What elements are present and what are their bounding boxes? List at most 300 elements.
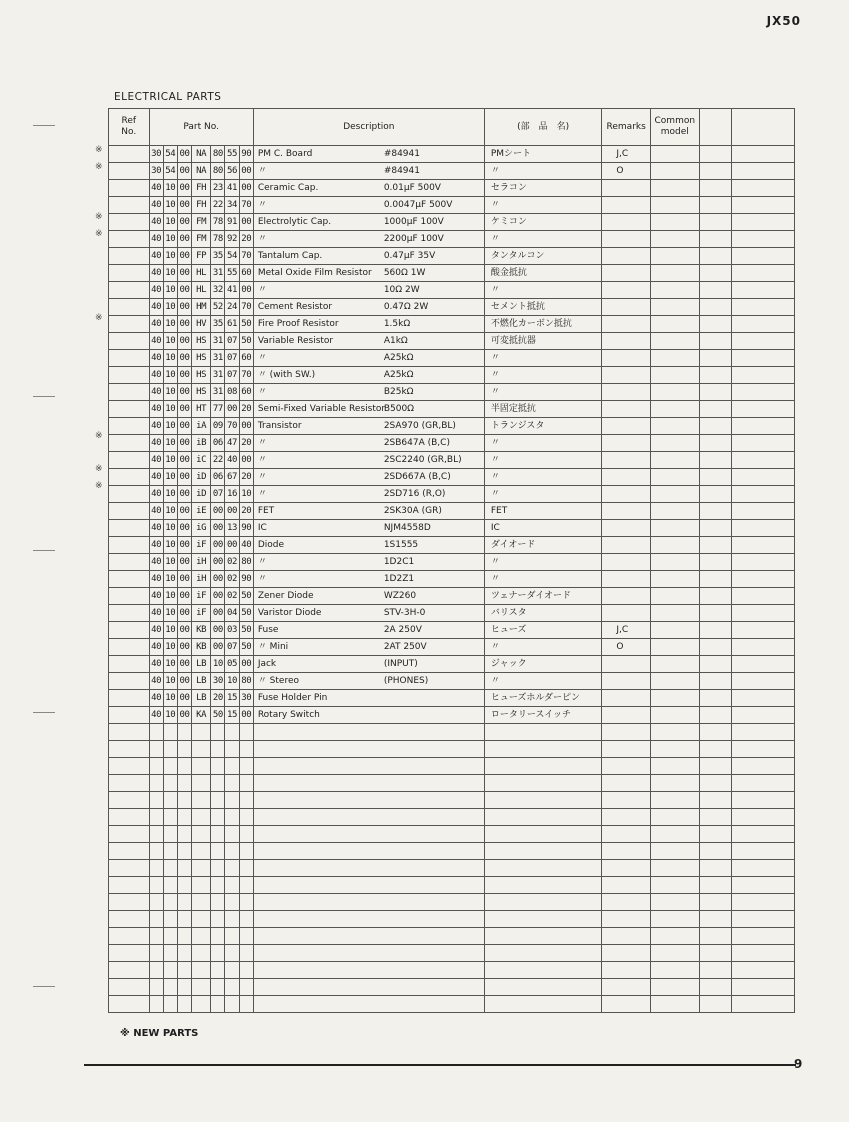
blank-cell bbox=[699, 775, 731, 792]
remarks-cell bbox=[602, 401, 651, 418]
blank-cell bbox=[732, 214, 795, 231]
part-no-segment bbox=[239, 860, 253, 877]
description-cell bbox=[253, 214, 484, 231]
description-name: 〃 Mini bbox=[257, 642, 289, 652]
part-no-segment: 40 bbox=[149, 622, 163, 639]
ref-no-cell bbox=[109, 486, 150, 503]
description-spec: (INPUT) bbox=[383, 659, 418, 669]
common-model-cell bbox=[650, 418, 699, 435]
japanese-name-cell bbox=[484, 792, 602, 809]
common-model-cell bbox=[650, 469, 699, 486]
common-model-cell bbox=[650, 350, 699, 367]
part-no-segment bbox=[225, 911, 239, 928]
electrical-parts-table bbox=[108, 108, 795, 1013]
remarks-cell: O bbox=[602, 163, 651, 180]
part-no-segment: 00 bbox=[211, 571, 225, 588]
part-no-segment: NA bbox=[192, 146, 211, 163]
table-row bbox=[109, 146, 795, 163]
part-no-segment bbox=[225, 962, 239, 979]
part-no-segment: 00 bbox=[177, 656, 191, 673]
remarks-cell bbox=[602, 350, 651, 367]
table-row bbox=[109, 554, 795, 571]
description-spec: 2AT 250V bbox=[383, 642, 427, 652]
description-name: IC bbox=[257, 523, 267, 533]
part-no-segment: 34 bbox=[225, 197, 239, 214]
japanese-name-cell: 〃 bbox=[484, 469, 602, 486]
part-no-segment: 40 bbox=[149, 537, 163, 554]
part-no-segment bbox=[163, 928, 177, 945]
description-name: Fuse bbox=[257, 625, 279, 635]
part-no-segment bbox=[211, 894, 225, 911]
part-no-segment: 55 bbox=[225, 265, 239, 282]
part-no-segment bbox=[225, 758, 239, 775]
part-no-segment: 78 bbox=[211, 231, 225, 248]
japanese-name-cell bbox=[484, 945, 602, 962]
blank-cell bbox=[732, 486, 795, 503]
japanese-name-cell: IC bbox=[484, 520, 602, 537]
blank-cell bbox=[732, 996, 795, 1013]
japanese-name-cell: 半固定抵抗 bbox=[484, 401, 602, 418]
table-row bbox=[109, 860, 795, 877]
section-title: ELECTRICAL PARTS bbox=[114, 91, 222, 103]
table-row bbox=[109, 197, 795, 214]
part-no-segment: 31 bbox=[211, 350, 225, 367]
part-no-segment: 00 bbox=[177, 146, 191, 163]
ref-no-cell bbox=[109, 350, 150, 367]
part-no-segment: 00 bbox=[211, 639, 225, 656]
part-no-segment: 40 bbox=[149, 316, 163, 333]
ref-no-cell bbox=[109, 775, 150, 792]
common-model-cell bbox=[650, 333, 699, 350]
part-no-segment bbox=[149, 775, 163, 792]
table-row bbox=[109, 775, 795, 792]
model-label: JX50 bbox=[766, 14, 801, 28]
part-no-segment bbox=[211, 979, 225, 996]
part-no-segment: 10 bbox=[163, 452, 177, 469]
description-spec: 2SA970 (GR,BL) bbox=[383, 421, 456, 431]
part-no-segment: 77 bbox=[211, 401, 225, 418]
part-no-segment: 10 bbox=[163, 265, 177, 282]
part-no-segment bbox=[192, 860, 211, 877]
part-no-segment: 40 bbox=[149, 707, 163, 724]
description-spec: 2SB647A (B,C) bbox=[383, 438, 450, 448]
ref-no-cell bbox=[109, 656, 150, 673]
common-model-cell bbox=[650, 299, 699, 316]
blank-cell bbox=[732, 639, 795, 656]
remarks-cell bbox=[602, 486, 651, 503]
new-part-star: ※ bbox=[95, 161, 103, 172]
part-no-segment bbox=[211, 945, 225, 962]
description-name: 〃 bbox=[257, 387, 267, 397]
japanese-name-cell: 〃 bbox=[484, 367, 602, 384]
part-no-segment: HM bbox=[192, 299, 211, 316]
part-no-segment: 00 bbox=[239, 180, 253, 197]
description-name: 〃 bbox=[257, 285, 267, 295]
remarks-cell bbox=[602, 520, 651, 537]
blank-cell bbox=[699, 282, 731, 299]
part-no-segment: LB bbox=[192, 656, 211, 673]
part-no-segment: iE bbox=[192, 503, 211, 520]
common-model-cell bbox=[650, 945, 699, 962]
description-name: Variable Resistor bbox=[257, 336, 334, 346]
ref-no-cell bbox=[109, 469, 150, 486]
common-model-cell bbox=[650, 452, 699, 469]
part-no-segment: 60 bbox=[239, 350, 253, 367]
table-row bbox=[109, 996, 795, 1013]
part-no-segment: 50 bbox=[239, 333, 253, 350]
remarks-cell bbox=[602, 554, 651, 571]
part-no-segment: 35 bbox=[211, 316, 225, 333]
blank-cell bbox=[732, 537, 795, 554]
part-no-segment: 00 bbox=[177, 537, 191, 554]
remarks-cell bbox=[602, 860, 651, 877]
col-ref-no: Ref No. bbox=[109, 109, 150, 146]
blank-cell bbox=[732, 469, 795, 486]
part-no-segment: 00 bbox=[239, 418, 253, 435]
page-number: 9 bbox=[794, 1057, 803, 1071]
blank-cell bbox=[699, 860, 731, 877]
part-no-segment: 55 bbox=[225, 146, 239, 163]
part-no-segment: HS bbox=[192, 333, 211, 350]
part-no-segment: 78 bbox=[211, 214, 225, 231]
part-no-segment: 00 bbox=[239, 163, 253, 180]
part-no-segment bbox=[192, 809, 211, 826]
table-row bbox=[109, 537, 795, 554]
part-no-segment bbox=[163, 911, 177, 928]
part-no-segment: 00 bbox=[177, 163, 191, 180]
part-no-segment: 40 bbox=[149, 333, 163, 350]
blank-cell bbox=[732, 350, 795, 367]
common-model-cell bbox=[650, 282, 699, 299]
blank-cell bbox=[699, 622, 731, 639]
part-no-segment: 40 bbox=[149, 452, 163, 469]
remarks-cell bbox=[602, 452, 651, 469]
part-no-segment: 10 bbox=[163, 384, 177, 401]
part-no-segment: iF bbox=[192, 537, 211, 554]
description-cell bbox=[253, 826, 484, 843]
common-model-cell bbox=[650, 248, 699, 265]
ref-no-cell bbox=[109, 299, 150, 316]
japanese-name-cell: 酸金抵抗 bbox=[484, 265, 602, 282]
part-no-segment: 40 bbox=[149, 639, 163, 656]
common-model-cell bbox=[650, 622, 699, 639]
common-model-cell bbox=[650, 775, 699, 792]
blank-cell bbox=[732, 384, 795, 401]
part-no-segment bbox=[192, 843, 211, 860]
part-no-segment: HT bbox=[192, 401, 211, 418]
table-row bbox=[109, 265, 795, 282]
part-no-segment: 50 bbox=[239, 605, 253, 622]
part-no-segment bbox=[192, 792, 211, 809]
remarks-cell bbox=[602, 775, 651, 792]
japanese-name-cell: タンタルコン bbox=[484, 248, 602, 265]
part-no-segment bbox=[163, 860, 177, 877]
part-no-segment bbox=[177, 809, 191, 826]
part-no-segment: 10 bbox=[163, 316, 177, 333]
table-row bbox=[109, 673, 795, 690]
blank-cell bbox=[699, 418, 731, 435]
part-no-segment: 10 bbox=[163, 231, 177, 248]
remarks-cell bbox=[602, 690, 651, 707]
part-no-segment bbox=[211, 792, 225, 809]
table-row bbox=[109, 248, 795, 265]
part-no-segment: 10 bbox=[163, 554, 177, 571]
binder-hole-mark bbox=[33, 396, 55, 397]
description-name: 〃 bbox=[257, 472, 267, 482]
part-no-segment bbox=[211, 911, 225, 928]
description-spec: 1S1555 bbox=[383, 540, 419, 550]
ref-no-cell bbox=[109, 707, 150, 724]
blank-cell bbox=[699, 673, 731, 690]
part-no-segment: 02 bbox=[225, 588, 239, 605]
ref-no-cell bbox=[109, 843, 150, 860]
part-no-segment: 13 bbox=[225, 520, 239, 537]
table-row bbox=[109, 605, 795, 622]
part-no-segment bbox=[163, 724, 177, 741]
ref-no-cell bbox=[109, 418, 150, 435]
part-no-segment bbox=[192, 911, 211, 928]
part-no-segment: iD bbox=[192, 469, 211, 486]
blank-cell bbox=[699, 231, 731, 248]
part-no-segment: 30 bbox=[239, 690, 253, 707]
part-no-segment: 80 bbox=[239, 673, 253, 690]
blank-cell bbox=[699, 520, 731, 537]
common-model-cell bbox=[650, 962, 699, 979]
blank-cell bbox=[699, 384, 731, 401]
table-row bbox=[109, 639, 795, 656]
part-no-segment: 60 bbox=[239, 265, 253, 282]
japanese-name-cell: 〃 bbox=[484, 554, 602, 571]
part-no-segment: 10 bbox=[163, 656, 177, 673]
part-no-segment bbox=[239, 758, 253, 775]
part-no-segment bbox=[211, 877, 225, 894]
ref-no-cell bbox=[109, 724, 150, 741]
japanese-name-cell: 〃 bbox=[484, 231, 602, 248]
blank-cell bbox=[699, 588, 731, 605]
description-cell bbox=[253, 962, 484, 979]
description-name: 〃 bbox=[257, 438, 267, 448]
part-no-segment: 06 bbox=[211, 469, 225, 486]
part-no-segment: 10 bbox=[163, 401, 177, 418]
part-no-segment: 00 bbox=[239, 707, 253, 724]
blank-cell bbox=[732, 673, 795, 690]
japanese-name-cell bbox=[484, 877, 602, 894]
part-no-segment: 07 bbox=[211, 486, 225, 503]
part-no-segment: 00 bbox=[211, 520, 225, 537]
part-no-segment bbox=[177, 792, 191, 809]
description-name: Electrolytic Cap. bbox=[257, 217, 332, 227]
part-no-segment: 10 bbox=[211, 656, 225, 673]
description-cell bbox=[253, 537, 484, 554]
blank-cell bbox=[732, 792, 795, 809]
ref-no-cell bbox=[109, 741, 150, 758]
part-no-segment: 40 bbox=[149, 418, 163, 435]
table-row bbox=[109, 945, 795, 962]
part-no-segment: FH bbox=[192, 197, 211, 214]
remarks-cell bbox=[602, 792, 651, 809]
description-name: 〃 bbox=[257, 200, 267, 210]
ref-no-cell bbox=[109, 452, 150, 469]
description-spec: #84941 bbox=[383, 149, 420, 159]
common-model-cell bbox=[650, 707, 699, 724]
description-name: 〃 (with SW.) bbox=[257, 370, 316, 380]
part-no-segment bbox=[177, 741, 191, 758]
description-cell bbox=[253, 894, 484, 911]
description-name: Jack bbox=[257, 659, 277, 669]
description-name: Diode bbox=[257, 540, 284, 550]
part-no-segment bbox=[163, 962, 177, 979]
part-no-segment: 40 bbox=[149, 673, 163, 690]
part-no-segment: 00 bbox=[177, 418, 191, 435]
ref-no-cell bbox=[109, 520, 150, 537]
blank-cell bbox=[699, 911, 731, 928]
part-no-segment: 06 bbox=[211, 435, 225, 452]
ref-no-cell bbox=[109, 639, 150, 656]
description-name: Metal Oxide Film Resistor bbox=[257, 268, 372, 278]
part-no-segment: 24 bbox=[225, 299, 239, 316]
part-no-segment: 10 bbox=[163, 367, 177, 384]
table-row bbox=[109, 503, 795, 520]
table-row bbox=[109, 299, 795, 316]
part-no-segment: 10 bbox=[163, 299, 177, 316]
blank-cell bbox=[732, 180, 795, 197]
part-no-segment: 00 bbox=[211, 503, 225, 520]
ref-no-cell bbox=[109, 401, 150, 418]
part-no-segment: 07 bbox=[225, 639, 239, 656]
part-no-segment bbox=[225, 928, 239, 945]
part-no-segment: 20 bbox=[239, 231, 253, 248]
blank-cell bbox=[732, 265, 795, 282]
part-no-segment bbox=[239, 979, 253, 996]
remarks-cell bbox=[602, 503, 651, 520]
remarks-cell bbox=[602, 588, 651, 605]
part-no-segment: 20 bbox=[239, 503, 253, 520]
part-no-segment bbox=[192, 894, 211, 911]
blank-cell bbox=[699, 996, 731, 1013]
common-model-cell bbox=[650, 894, 699, 911]
blank-cell bbox=[732, 656, 795, 673]
blank-cell bbox=[699, 928, 731, 945]
description-name: 〃 bbox=[257, 557, 267, 567]
blank-cell bbox=[732, 503, 795, 520]
ref-no-cell bbox=[109, 690, 150, 707]
part-no-segment: HS bbox=[192, 384, 211, 401]
part-no-segment: 10 bbox=[163, 197, 177, 214]
description-cell bbox=[253, 469, 484, 486]
part-no-segment bbox=[239, 894, 253, 911]
description-spec: 0.47μF 35V bbox=[383, 251, 436, 261]
description-cell bbox=[253, 792, 484, 809]
part-no-segment: 40 bbox=[149, 265, 163, 282]
part-no-segment: 20 bbox=[211, 690, 225, 707]
description-name: Ceramic Cap. bbox=[257, 183, 319, 193]
description-name: Fuse Holder Pin bbox=[257, 693, 328, 703]
part-no-segment: 31 bbox=[211, 333, 225, 350]
part-no-segment: 40 bbox=[149, 588, 163, 605]
part-no-segment bbox=[163, 877, 177, 894]
col-blank-2 bbox=[732, 109, 795, 146]
part-no-segment bbox=[239, 809, 253, 826]
description-cell bbox=[253, 843, 484, 860]
binder-hole-mark bbox=[33, 125, 55, 126]
blank-cell bbox=[699, 690, 731, 707]
blank-cell bbox=[732, 571, 795, 588]
description-name: 〃 bbox=[257, 574, 267, 584]
part-no-segment: 50 bbox=[239, 622, 253, 639]
part-no-segment: 40 bbox=[225, 452, 239, 469]
part-no-segment: iH bbox=[192, 571, 211, 588]
remarks-cell bbox=[602, 333, 651, 350]
japanese-name-cell: セメント抵抗 bbox=[484, 299, 602, 316]
new-part-star: ※ bbox=[95, 145, 103, 155]
part-no-segment: 40 bbox=[149, 401, 163, 418]
description-cell bbox=[253, 877, 484, 894]
ref-no-cell bbox=[109, 146, 150, 163]
table-row bbox=[109, 333, 795, 350]
remarks-cell: J,C bbox=[602, 146, 651, 163]
remarks-cell bbox=[602, 724, 651, 741]
part-no-segment bbox=[225, 724, 239, 741]
remarks-cell bbox=[602, 248, 651, 265]
part-no-segment: 00 bbox=[177, 282, 191, 299]
common-model-cell bbox=[650, 537, 699, 554]
part-no-segment: FH bbox=[192, 180, 211, 197]
part-no-segment bbox=[239, 741, 253, 758]
ref-no-cell bbox=[109, 792, 150, 809]
common-model-cell bbox=[650, 571, 699, 588]
description-cell bbox=[253, 486, 484, 503]
japanese-name-cell bbox=[484, 775, 602, 792]
blank-cell bbox=[699, 350, 731, 367]
description-cell bbox=[253, 367, 484, 384]
table-row bbox=[109, 350, 795, 367]
blank-cell bbox=[732, 146, 795, 163]
ref-no-cell bbox=[109, 571, 150, 588]
description-name: 〃 bbox=[257, 455, 267, 465]
ref-no-cell bbox=[109, 945, 150, 962]
blank-cell bbox=[732, 197, 795, 214]
blank-cell bbox=[732, 979, 795, 996]
blank-cell bbox=[732, 367, 795, 384]
japanese-name-cell: ツェナーダイオード bbox=[484, 588, 602, 605]
part-no-segment bbox=[149, 792, 163, 809]
part-no-segment bbox=[149, 741, 163, 758]
part-no-segment: 70 bbox=[239, 197, 253, 214]
table-row bbox=[109, 809, 795, 826]
part-no-segment: KB bbox=[192, 639, 211, 656]
part-no-segment bbox=[192, 979, 211, 996]
col-japanese-name: (部 品 名) bbox=[484, 109, 602, 146]
table-row bbox=[109, 316, 795, 333]
part-no-segment: 00 bbox=[177, 367, 191, 384]
part-no-segment bbox=[225, 792, 239, 809]
blank-cell bbox=[732, 622, 795, 639]
table-row bbox=[109, 792, 795, 809]
description-cell bbox=[253, 758, 484, 775]
table-row bbox=[109, 724, 795, 741]
japanese-name-cell: 〃 bbox=[484, 163, 602, 180]
ref-no-cell bbox=[109, 894, 150, 911]
part-no-segment bbox=[225, 741, 239, 758]
part-no-segment: 40 bbox=[149, 554, 163, 571]
remarks-cell bbox=[602, 945, 651, 962]
part-no-segment: 40 bbox=[149, 299, 163, 316]
table-row bbox=[109, 180, 795, 197]
description-name: Rotary Switch bbox=[257, 710, 320, 720]
description-cell bbox=[253, 656, 484, 673]
table-body bbox=[109, 146, 795, 1013]
blank-cell bbox=[699, 248, 731, 265]
